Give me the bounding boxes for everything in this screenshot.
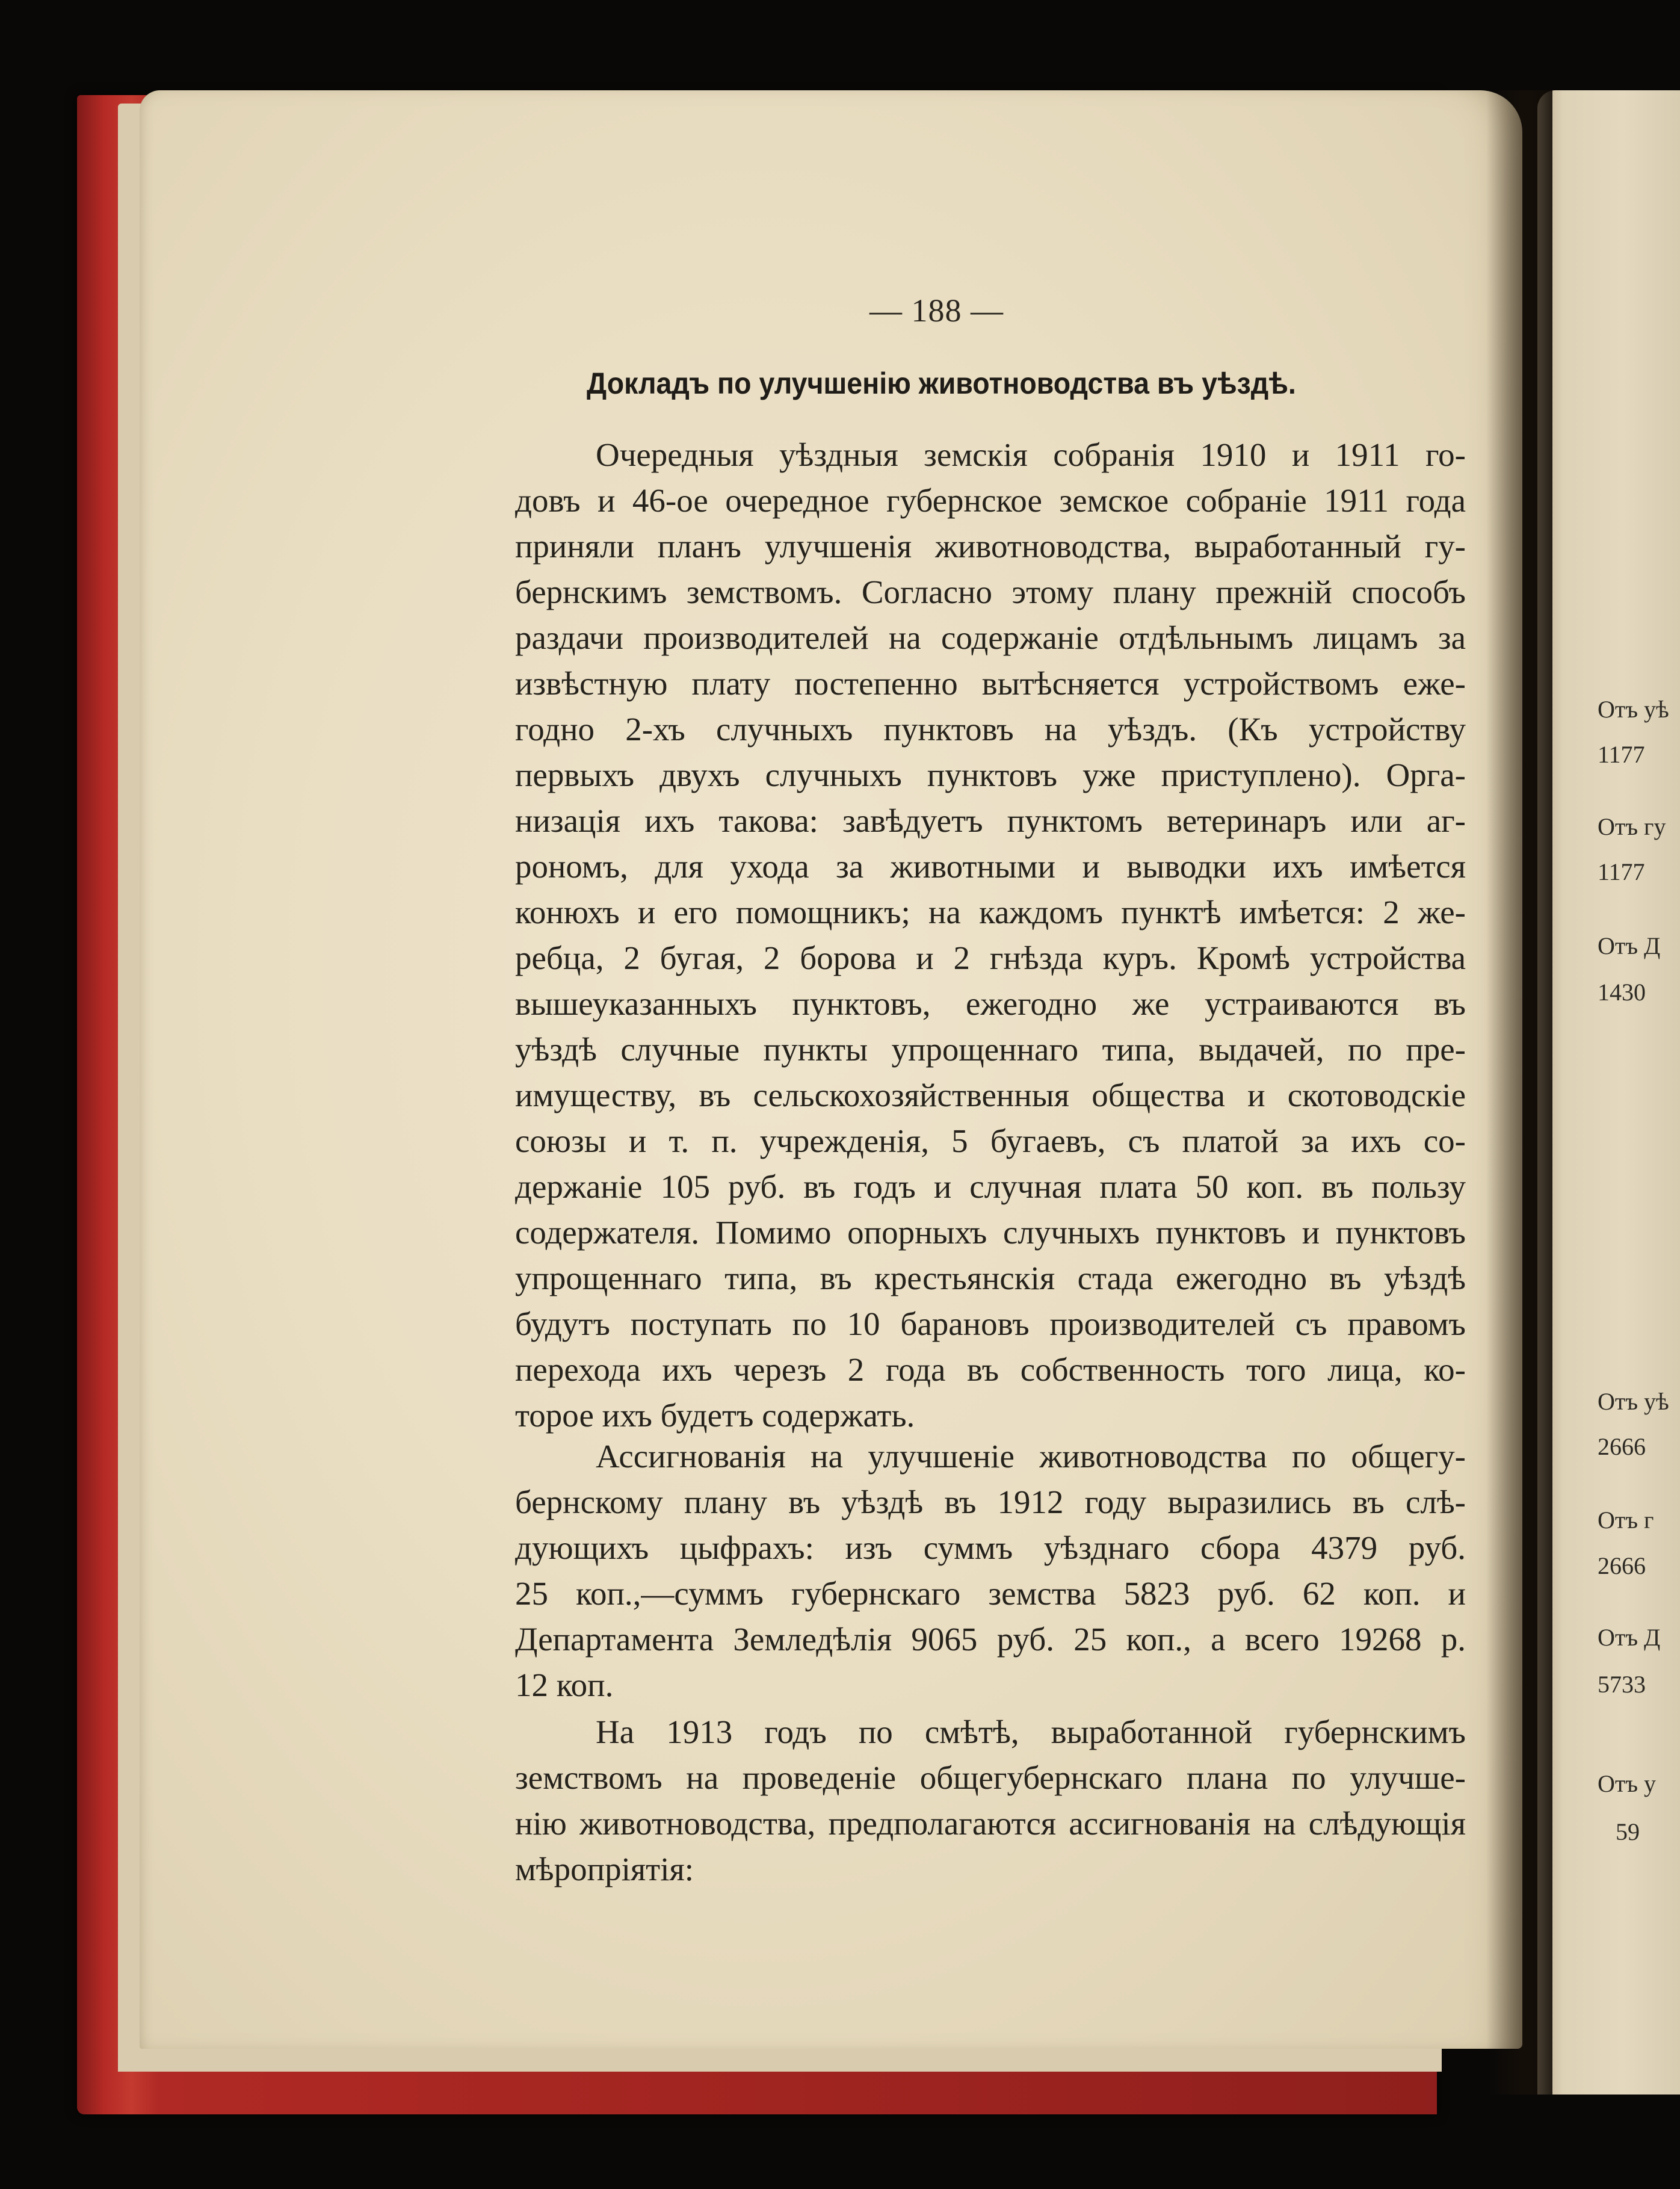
text-line: первыхъ двухъ случныхъ пунктовъ уже приступлено). Орга- [515, 757, 1466, 793]
text-line: рономъ, для ухода за животными и выводки ихъ имѣется [515, 848, 1466, 885]
text-line: довъ и 46-ое очередное губернское земское собраніе 1911 года [515, 482, 1466, 519]
text-line: годно 2-хъ случныхъ пунктовъ на уѣздъ. (Къ устройству [515, 711, 1466, 748]
text-line: ребца, 2 бугая, 2 борова и 2 гнѣзда куръ. Кромѣ устройства [515, 940, 1466, 976]
text-line: Ассигнованія на улучшеніе животноводства по общегу- [596, 1438, 1466, 1475]
text-line: упрощеннаго типа, въ крестьянскія стада ежегодно въ уѣздѣ [515, 1260, 1466, 1296]
facing-page-fragment: Отъ Д [1598, 932, 1661, 959]
text-line: будутъ поступать по 10 барановъ производителей съ правомъ [515, 1305, 1466, 1342]
text-line: низація ихъ такова: завѣдуетъ пунктомъ ветеринаръ или аг- [515, 802, 1466, 839]
text-line: нію животноводства, предполагаются ассигнованія на слѣдующія [515, 1805, 1466, 1842]
facing-page-fragment: 5733 [1598, 1671, 1646, 1698]
text-line: конюхъ и его помощникъ; на каждомъ пунктѣ имѣется: 2 же- [515, 894, 1466, 930]
text-line: бернскимъ земствомъ. Согласно этому плану прежній способъ [515, 574, 1466, 610]
facing-page-fragment: 2666 [1598, 1433, 1646, 1460]
spine-shadow [1486, 90, 1552, 2095]
facing-page-fragment: Отъ уѣ [1598, 1388, 1669, 1415]
facing-page-fragment: 1177 [1598, 741, 1645, 768]
facing-page-fragment: 59 [1616, 1818, 1640, 1845]
text-line: Очередныя уѣздныя земскія собранія 1910 и 1911 го- [596, 436, 1466, 473]
text-line: перехода ихъ черезъ 2 года въ собственность того лица, ко- [515, 1351, 1466, 1388]
facing-page-fragment: Отъ у [1598, 1770, 1657, 1797]
text-line: торое ихъ будетъ содержать. [515, 1397, 915, 1434]
facing-page-fragment: 1430 [1598, 979, 1646, 1006]
page-number: — 188 — [869, 293, 1004, 329]
facing-page-fragment: Отъ Д [1598, 1624, 1661, 1651]
text-line: 12 коп. [515, 1667, 614, 1703]
text-line: дующихъ цыфрахъ: изъ суммъ уѣзднаго сбора 4379 руб. [515, 1529, 1466, 1566]
text-line: содержателя. Помимо опорныхъ случныхъ пунктовъ и пунктовъ [515, 1214, 1466, 1251]
text-line: извѣстную плату постепенно вытѣсняется устройствомъ еже- [515, 665, 1466, 702]
text-line: раздачи производителей на содержаніе отдѣльнымъ лицамъ за [515, 619, 1466, 656]
text-line: держаніе 105 руб. въ годъ и случная плата 50 коп. въ пользу [515, 1168, 1466, 1205]
text-line: имуществу, въ сельскохозяйственныя общества и скотоводскіе [515, 1077, 1466, 1113]
text-line: мѣропріятія: [515, 1851, 694, 1887]
text-line: На 1913 годъ по смѣтѣ, выработанной губернскимъ [596, 1714, 1466, 1750]
text-line: союзы и т. п. учрежденія, 5 бугаевъ, съ платой за ихъ со- [515, 1122, 1466, 1159]
page-heading: Докладъ по улучшенію животноводства въ уѣздѣ. [587, 367, 1296, 400]
text-line: земствомъ на проведеніе общегубернскаго плана по улучше- [515, 1759, 1466, 1796]
text-line: уѣздѣ случные пункты упрощеннаго типа, выдачей, по пре- [515, 1031, 1466, 1068]
facing-page-fragment: Отъ гу [1598, 813, 1666, 840]
facing-page-fragment: Отъ г [1598, 1506, 1654, 1534]
text-line: Департамента Земледѣлія 9065 руб. 25 коп., а всего 19268 р. [515, 1621, 1466, 1658]
facing-page-fragment: Отъ уѣ [1598, 696, 1669, 723]
facing-page-fragment: 1177 [1598, 858, 1645, 885]
facing-page-fragment: 2666 [1598, 1552, 1646, 1579]
text-line: 25 коп.,—суммъ губернскаго земства 5823 руб. 62 коп. и [515, 1575, 1466, 1612]
text-line: вышеуказанныхъ пунктовъ, ежегодно же устраиваются въ [515, 985, 1466, 1022]
text-line: приняли планъ улучшенія животноводства, выработанный гу- [515, 528, 1466, 565]
text-line: бернскому плану въ уѣздѣ въ 1912 году выразились въ слѣ- [515, 1484, 1466, 1520]
